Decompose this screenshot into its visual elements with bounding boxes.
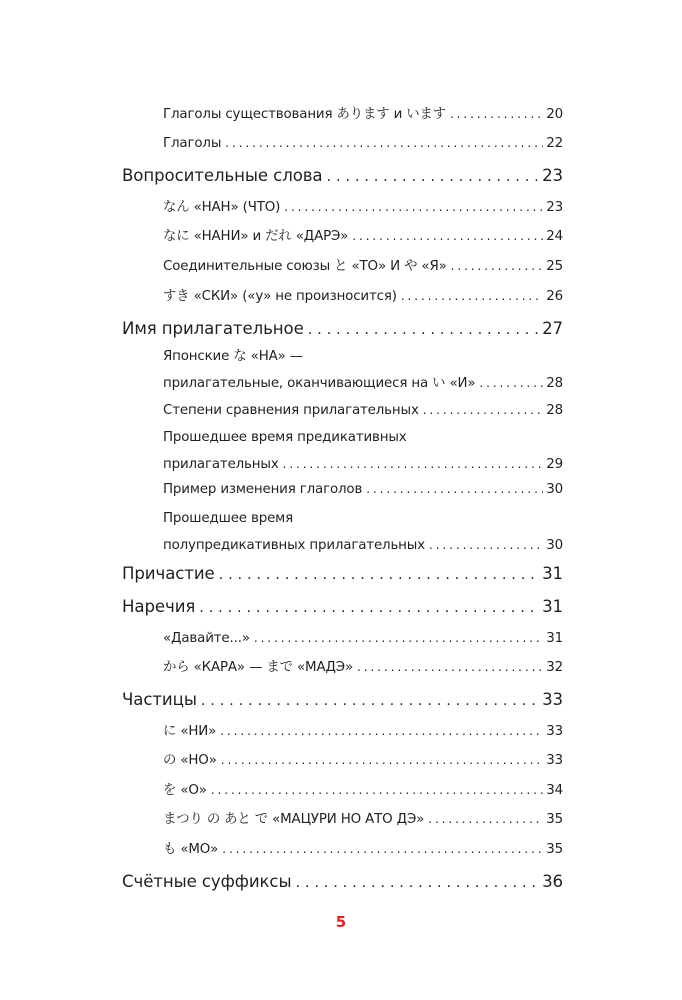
toc-entry-page: 28 (546, 376, 563, 391)
dot-leader (220, 718, 543, 744)
toc-entry-label: Частицы (122, 690, 197, 709)
toc-entry-label: なに «НАНИ» и だれ «ДАРЭ» (163, 229, 349, 244)
toc-entry-label-line1: Японские な «НА» — (163, 349, 304, 364)
toc-line (122, 314, 563, 345)
toc-entry-page: 31 (542, 597, 563, 616)
dot-leader (308, 315, 539, 345)
toc-entry-label: «Давайте...» (163, 631, 250, 646)
toc-entry (163, 253, 563, 280)
toc-entry-label: も «МО» (163, 842, 219, 857)
toc-entry (163, 654, 563, 681)
dot-leader (451, 253, 544, 279)
toc-entry (163, 397, 563, 424)
toc-entry-label: Вопросительные слова (122, 166, 323, 185)
toc-entry (163, 718, 563, 745)
toc-entry-page: 33 (546, 753, 563, 768)
toc-line (163, 654, 563, 681)
toc-entry-page: 22 (546, 136, 563, 151)
dot-leader (254, 625, 543, 651)
toc-line (122, 685, 563, 716)
dot-leader (352, 223, 543, 249)
toc-line (163, 451, 563, 478)
dot-leader (201, 686, 539, 716)
toc-entry-page: 30 (546, 482, 563, 497)
toc-entry-page: 30 (546, 538, 563, 553)
dot-leader (450, 101, 543, 127)
toc-entry-page: 35 (546, 812, 563, 827)
toc-entry-label: の «НО» (163, 753, 217, 768)
toc-entry-page: 35 (546, 842, 563, 857)
toc-entry (163, 194, 563, 221)
toc-line (163, 806, 563, 833)
toc-entry-page: 20 (546, 107, 563, 122)
dot-leader (357, 654, 543, 680)
toc-entry-page: 32 (546, 660, 563, 675)
toc-entry-main (122, 867, 563, 898)
toc-line (163, 130, 563, 157)
toc-line (163, 194, 563, 221)
page-number: 5 (335, 913, 347, 931)
toc-line (163, 223, 563, 250)
dot-leader (295, 868, 539, 898)
toc-line (122, 161, 563, 192)
toc-line (163, 370, 563, 397)
toc-entry (163, 223, 563, 250)
toc-entry-label: Счётные суффиксы (122, 872, 292, 891)
toc-entry-page: 31 (542, 564, 563, 583)
toc-entry-page: 33 (542, 690, 563, 709)
dot-leader (327, 162, 540, 192)
dot-leader (222, 836, 543, 862)
toc-line (163, 476, 563, 503)
toc-entry (163, 747, 563, 774)
toc-entry-page: 26 (546, 289, 563, 304)
toc-entry-label: すき «СКИ» («у» не произносится) (163, 289, 397, 304)
toc-entry-main (122, 161, 563, 192)
toc-line (122, 592, 563, 623)
toc-entry-label: から «КАРА» — まで «МАДЭ» (163, 660, 354, 675)
dot-leader (423, 397, 544, 423)
toc-line (163, 777, 563, 804)
toc-entry-label: まつり の あと で «МАЦУРИ НО АТО ДЭ» (163, 812, 425, 827)
dot-leader (429, 532, 543, 558)
toc-entry-label: Глаголы (163, 136, 222, 151)
toc-entry-page: 31 (546, 631, 563, 646)
toc-entry-page: 28 (546, 403, 563, 418)
toc-entry-label: Соединительные союзы と «ТО» И や «Я» (163, 259, 447, 274)
toc-line (163, 101, 563, 128)
toc-entry-page: 25 (546, 259, 563, 274)
toc-entry (163, 625, 563, 652)
toc-entry-label: なん «НАН» (ЧТО) (163, 200, 281, 215)
toc-line (163, 283, 563, 310)
toc-entry-page: 27 (542, 319, 563, 338)
toc-line (163, 253, 563, 280)
toc-entry (163, 283, 563, 310)
toc-line (122, 559, 563, 590)
toc-entry-page: 23 (542, 166, 563, 185)
toc-entry-label: Глаголы существования あります и います (163, 107, 446, 122)
dot-leader (199, 593, 539, 623)
dot-leader (221, 747, 544, 773)
toc-entry-label-line1: Прошедшее время (163, 511, 294, 526)
dot-leader (479, 370, 543, 396)
toc-line (163, 397, 563, 424)
toc-entry (163, 777, 563, 804)
toc-line (163, 625, 563, 652)
toc-entry-label: полупредикативных прилагательных (163, 538, 425, 553)
toc-entry-label: を «О» (163, 783, 207, 798)
toc-entry (163, 476, 563, 503)
toc-entry (163, 806, 563, 833)
dot-leader (219, 560, 539, 590)
toc-entry-main (122, 314, 563, 345)
toc-line (122, 867, 563, 898)
toc-entry-label: прилагательных (163, 457, 279, 472)
toc-entry-page: 34 (546, 783, 563, 798)
toc-entry (163, 506, 563, 559)
toc-entry-page: 36 (542, 872, 563, 891)
dot-leader (428, 806, 543, 832)
toc-entry-page: 24 (546, 229, 563, 244)
toc-line (163, 747, 563, 774)
toc-entry-label: Причастие (122, 564, 215, 583)
toc-entry (163, 101, 563, 128)
toc-entry-main (122, 685, 563, 716)
toc-entry (163, 130, 563, 157)
toc-entry-label: Степени сравнения прилагательных (163, 403, 419, 418)
dot-leader (211, 777, 543, 803)
dot-leader (284, 194, 543, 220)
toc-entry-label: Имя прилагательное (122, 319, 304, 338)
toc-entry (163, 425, 563, 478)
toc-line (163, 836, 563, 863)
toc-entry-page: 29 (546, 457, 563, 472)
toc-entry-label: Наречия (122, 597, 196, 616)
toc-entry-label: に «НИ» (163, 724, 217, 739)
toc-entry-label-line1: Прошедшее время предикативных (163, 430, 407, 445)
toc-entry-page: 33 (546, 724, 563, 739)
dot-leader (401, 283, 543, 309)
toc-entry-main (122, 592, 563, 623)
toc-entry-main (122, 559, 563, 590)
toc-line (163, 718, 563, 745)
dot-leader (366, 476, 543, 502)
toc-entry-label: прилагательные, оканчивающиеся на い «И» (163, 376, 476, 391)
toc-entry-label: Пример изменения глаголов (163, 482, 363, 497)
toc-entry-page: 23 (546, 200, 563, 215)
dot-leader (225, 130, 543, 156)
toc-entry (163, 836, 563, 863)
toc-line (163, 532, 563, 559)
toc-entry (163, 344, 563, 397)
dot-leader (283, 451, 544, 477)
